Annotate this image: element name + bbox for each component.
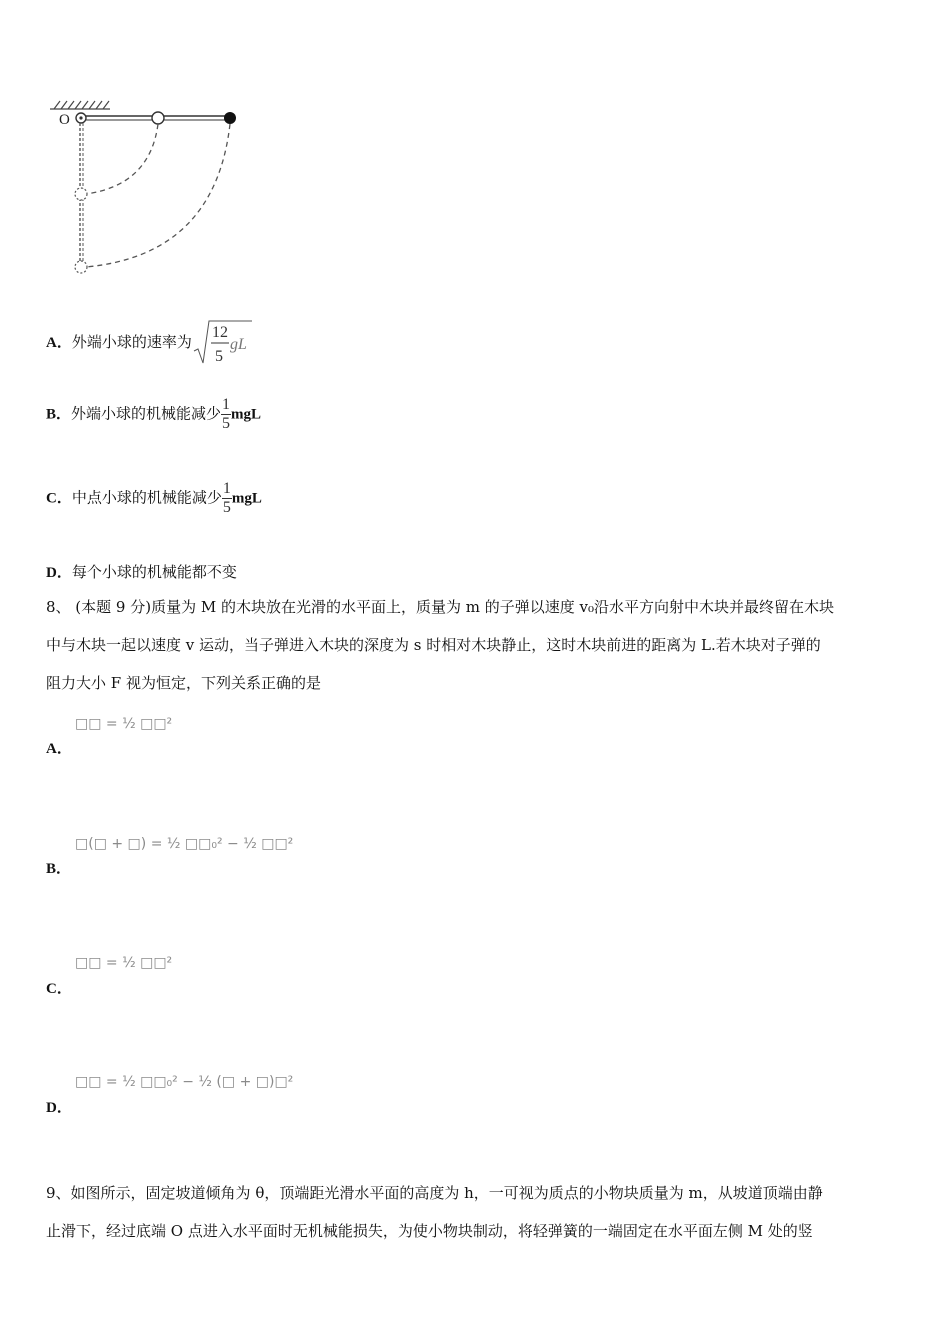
q8-formula-d: □□ = ½ □□₀² − ½ (□ + □)□²	[75, 1074, 294, 1090]
svg-text:12: 12	[211, 324, 228, 341]
q8-stem	[46, 588, 906, 702]
q7-option-a: A．外端小球的速率为 12 5 gL	[46, 317, 254, 369]
q8-option-a: A．	[46, 741, 72, 757]
q8-formula-a: □□ = ½ □□²	[75, 716, 173, 732]
q8-option-c: C．	[46, 981, 72, 997]
middle-ball-lower	[75, 188, 87, 200]
q8-option-d: D．	[46, 1100, 72, 1116]
svg-text:5: 5	[214, 348, 223, 365]
pendulum-figure	[40, 95, 250, 285]
outer-ball-arc	[86, 124, 230, 267]
fraction: $\frac{1}{5}$	[222, 480, 231, 516]
q9-line-2: 止滑下，经过底端 O 点进入水平面时无机械能损失，为使小物块制动，将轻弹簧的一端固定在水平面左侧 M 处的竖	[46, 1222, 813, 1240]
q7-option-d: D．每个小球的机械能都不变	[46, 563, 237, 581]
outer-ball	[224, 112, 236, 124]
q8-line-2: 中与木块一起以速度 v 运动，当子弹进入木块的深度为 s 时相对木块静止，这时木块前进的距离为 L.若木块对子弹的	[46, 636, 821, 654]
middle-ball-arc	[86, 124, 158, 194]
middle-ball	[152, 112, 164, 124]
outer-ball-lower	[75, 261, 87, 273]
q9-stem	[46, 1174, 906, 1250]
q8-formula-c: □□ = ½ □□²	[75, 955, 173, 971]
q8-formula-b: □(□ + □) = ½ □□₀² − ½ □□²	[75, 836, 294, 852]
sqrt-expression	[192, 317, 254, 369]
svg-text:gL: gL	[229, 336, 247, 353]
q9-line-1: 9、如图所示，固定坡道倾角为 θ，顶端距光滑水平面的高度为 h，一可视为质点的小物块质量为 m，从坡道顶端由静	[46, 1184, 823, 1202]
q8-line-1: 8、 (本题 9 分)质量为 M 的木块放在光滑的水平面上，质量为 m 的子弹以速度 v₀沿水平方向射中木块并最终留在木块	[46, 598, 835, 616]
pivot-label: O	[59, 112, 70, 128]
q7-option-c: C．中点小球的机械能减少 $\frac{1}{5}$ mgL	[46, 480, 262, 516]
fraction: $\frac{1}{5}$	[222, 396, 231, 432]
q8-option-b: B．	[46, 861, 72, 877]
q7-option-b: B．外端小球的机械能减少 $\frac{1}{5}$ mgL	[46, 396, 262, 432]
ceiling-hatch	[50, 101, 110, 109]
q8-line-3: 阻力大小 F 视为恒定，下列关系正确的是	[46, 674, 321, 692]
